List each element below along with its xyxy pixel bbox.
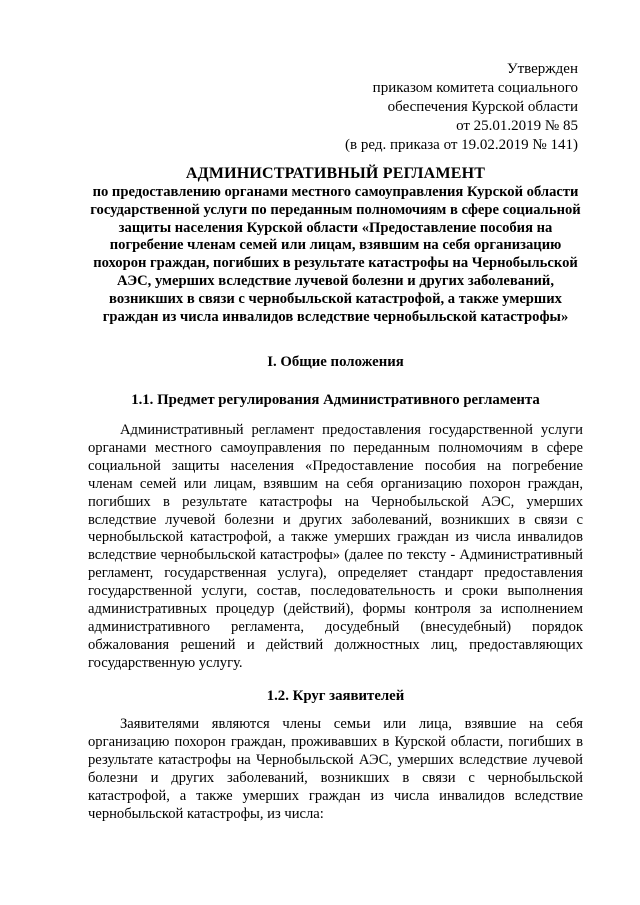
- body-paragraph: Административный регламент предоставления государственной услуги органами местного самоуправления по переданным полномочиям в сфере социальной защиты населения «Предоставление пособия на погребение членам семей или лицам, взявшим на себя организацию похорон граждан, погибших в результате катастрофы на Чернобыльской АЭС, умерших вследствие лучевой болезни и других заболеваний, возникших в связи с чернобыльской катастрофой, а также умерших граждан из числа инвалидов вследствие чернобыльской катастрофы» (далее по тексту - Административный регламент, государственная услуга), определяет стандарт предоставления государственной услуги, состав, последовательность и сроки выполнения административных процедур (действий), формы контроля за исполнением административного регламента, досудебный (внесудебный) порядок обжалования решений и действий должностных лиц, предоставляющих государственную услугу.: [88, 422, 583, 671]
- subsection-heading: 1.2. Круг заявителей: [266, 688, 405, 704]
- approval-line-date: от 25.01.2019 № 85: [456, 118, 578, 134]
- approval-line-approved: Утвержден: [506, 61, 578, 77]
- approval-stamp: [345, 60, 578, 155]
- approval-line-order: приказом комитета социального: [372, 80, 578, 96]
- document-title-block: [88, 164, 583, 326]
- document-title: АДМИНИСТРАТИВНЫЙ РЕГЛАМЕНТ: [185, 165, 486, 182]
- document-subtitle: по предоставлению органами местного самоуправления Курской области государственной услуги по переданным полномочиям в сфере социальной защиты населения Курской области «Предоставление пособия на погребение членам семей или лицам, взявшим на себя организацию похорон граждан, погибших в результате катастрофы на Чернобыльской АЭС, умерших вследствие лучевой болезни и других заболеваний, возникших в связи с чернобыльской катастрофой, а также умерших граждан из числа инвалидов вследствие чернобыльской катастрофы»: [90, 184, 581, 325]
- subsection-heading: 1.1. Предмет регулирования Административного регламента: [131, 392, 540, 408]
- section-heading: I. Общие положения: [267, 354, 404, 370]
- body-paragraph: Заявителями являются члены семьи или лица, взявшие на себя организацию похорон граждан, проживавших в Курской области, погибших в результате катастрофы на Чернобыльской АЭС, умерших вследствие лучевой болезни и других заболеваний, возникших в связи с чернобыльской катастрофой, а также умерших граждан из числа инвалидов вследствие чернобыльской катастрофы, из числа:: [88, 716, 583, 822]
- approval-line-revision: (в ред. приказа от 19.02.2019 № 141): [345, 137, 578, 153]
- approval-line-authority: обеспечения Курской области: [387, 99, 578, 115]
